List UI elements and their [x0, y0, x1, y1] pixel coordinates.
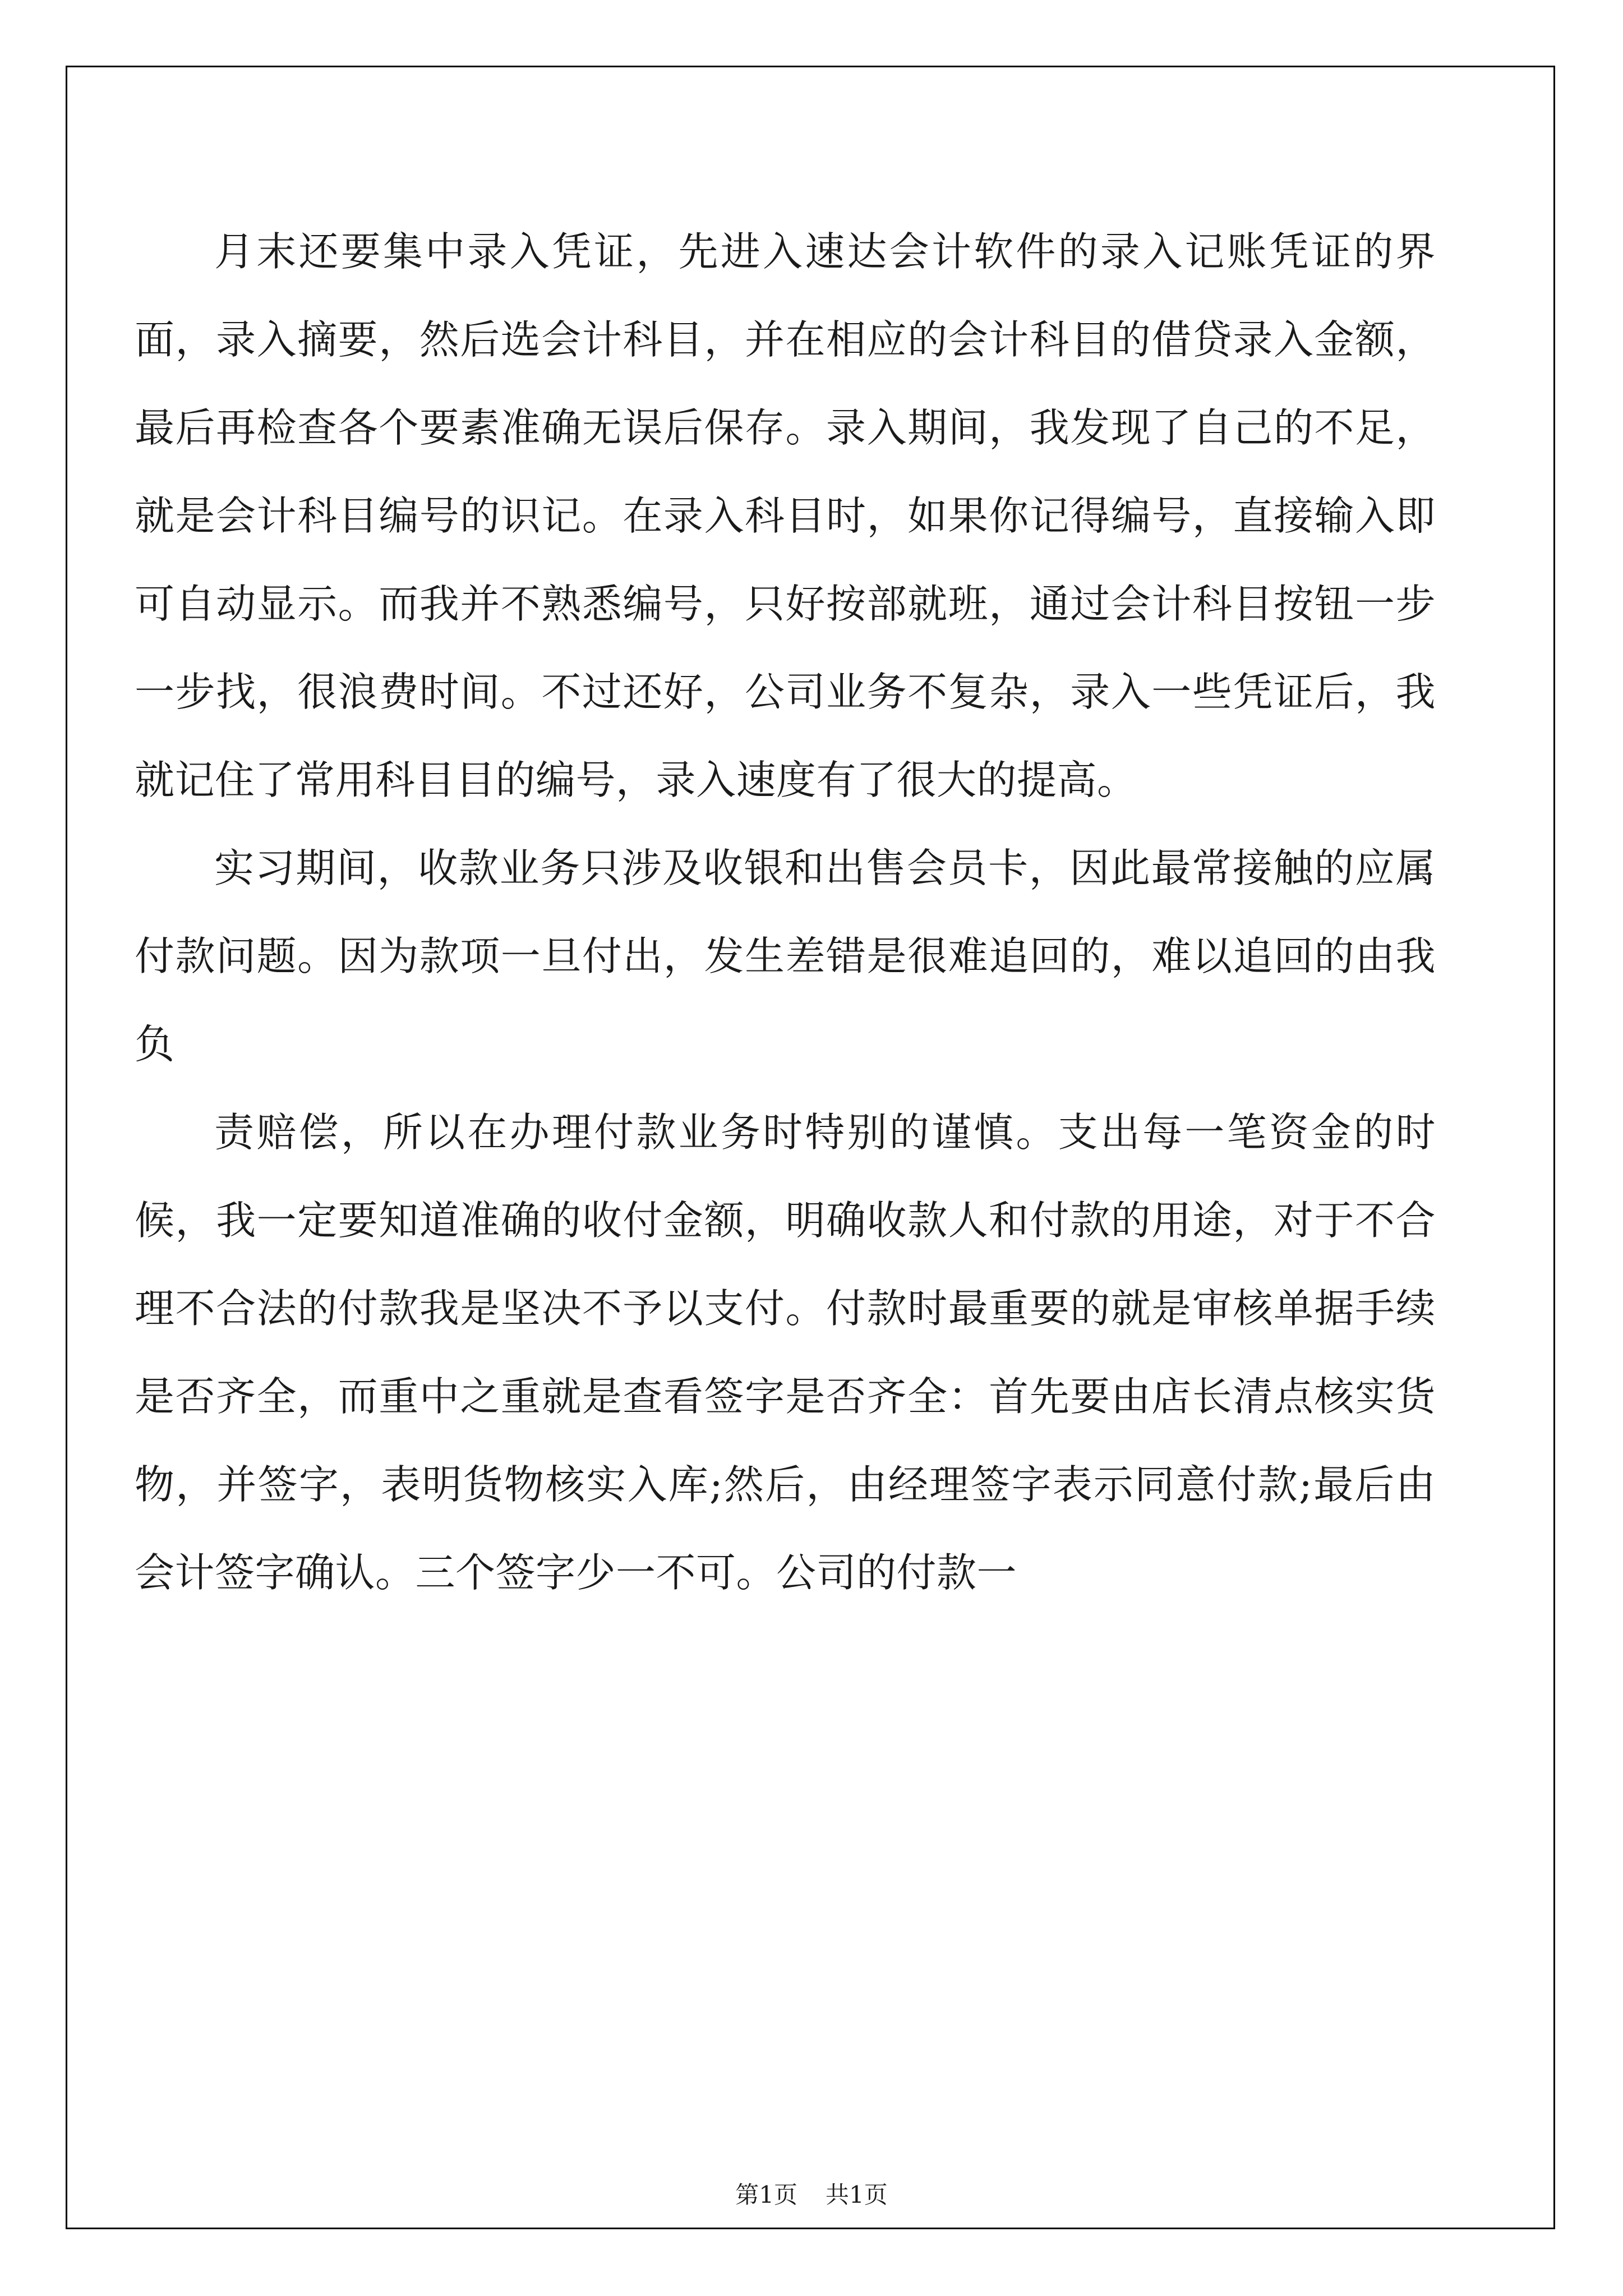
page-number: 第1页 — [735, 2181, 797, 2208]
paragraph-1: 月末还要集中录入凭证，先进入速达会计软件的录入记账凭证的界面，录入摘要，然后选会计科目，并在相应的会计科目的借贷录入金额，最后再检查各个要素准确无误后保存。录入期间，我发现了自己的不足，就是会计科目编号的识记。在录入科目时，如果你记得编号，直接输入即可自动显示。而我并不熟悉编号，只好按部就班，通过会计科目按钮一步一步找，很浪费时间。不过还好，公司业务不复杂，录入一些凭证后，我就记住了常用科目目的编号，录入速度有了很大的提高。 — [135, 228, 1436, 803]
paragraph-2: 实习期间，收款业务只涉及收银和出售会员卡，因此最常接触的应属付款问题。因为款项一旦付出，发生差错是很难追回的，难以追回的由我负 — [135, 845, 1436, 1068]
page-footer — [0, 2177, 1623, 2210]
page-total: 共1页 — [826, 2181, 888, 2208]
paragraph-3: 责赔偿，所以在办理付款业务时特别的谨慎。支出每一笔资金的时候，我一定要知道准确的收付金额，明确收款人和付款的用途，对于不合理不合法的付款我是坚决不予以支付。付款时最重要的就是审核单据手续是否齐全，而重中之重就是查看签字是否齐全：首先要由店长清点核实货物，并签字，表明货物核实入库;然后，由经理签字表示同意付款;最后由会计签字确认。三个签字少一不可。公司的付款一 — [135, 1109, 1436, 1596]
document-body — [135, 208, 1436, 1617]
